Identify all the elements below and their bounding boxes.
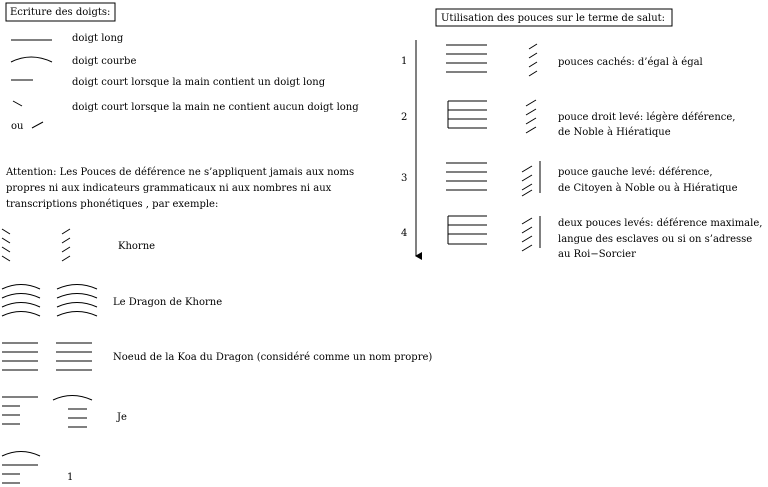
row2-slant-glyph	[526, 100, 536, 133]
legend-or-label: ou	[11, 121, 24, 132]
row4-description-line-1: deux pouces levés: déférence maximale,	[558, 218, 763, 229]
attention-line-2: propres ni aux indicateurs grammaticaux ni aux nombres ni aux	[6, 183, 332, 194]
row4-straight-glyph	[448, 216, 487, 244]
row4-slant-glyph	[522, 216, 540, 251]
slant-finger-glyph-down	[13, 101, 22, 106]
row3-straight-glyph	[446, 163, 487, 190]
row4-description-line-3: au Roi−Sorcier	[558, 249, 636, 260]
row-number-1: 1	[401, 56, 408, 67]
row1-straight-glyph	[446, 45, 487, 72]
row2-straight-glyph	[448, 101, 487, 128]
row-number-4: 4	[401, 228, 408, 239]
row2-description-line-2: de Noble à Hiératique	[558, 127, 671, 138]
khorne-glyph	[2, 229, 70, 261]
row-number-2: 2	[401, 112, 408, 123]
row4-description-line-2: langue des esclaves ou si on s’adresse	[558, 234, 753, 245]
example-label-dragon: Le Dragon de Khorne	[113, 297, 223, 308]
je-glyph	[2, 396, 92, 428]
example-label-one: 1	[67, 472, 74, 483]
slant-finger-glyph-up	[32, 122, 43, 128]
row-number-3: 3	[401, 173, 408, 184]
finger-writing-title: Ecriture des doigts:	[10, 7, 111, 18]
attention-line-3: transcriptions phonétiques , par exemple:	[6, 199, 219, 210]
row2-description-line-1: pouce droit levé: légère déférence,	[558, 112, 736, 123]
row3-description-line-2: de Citoyen à Noble ou à Hiératique	[558, 183, 738, 194]
thumb-usage-section	[401, 9, 762, 260]
attention-line-1: Attention: Les Pouces de déférence ne s’appliquent jamais aux noms	[6, 167, 355, 178]
example-label-koa-node: Noeud de la Koa du Dragon (considéré comme un nom propre)	[113, 352, 433, 363]
number-one-glyph	[2, 452, 40, 484]
finger-writing-section	[2, 3, 432, 483]
dragon-glyph	[2, 285, 97, 317]
row1-description-line-1: pouces cachés: d’égal à égal	[558, 57, 703, 68]
legend-label-curved: doigt courbe	[72, 56, 137, 67]
curved-finger-glyph	[11, 57, 52, 62]
example-label-je: Je	[117, 412, 127, 423]
legend-label-slant: doigt court lorsque la main ne contient aucun doigt long	[72, 102, 359, 113]
example-label-khorne: Khorne	[118, 241, 156, 252]
row1-slant-glyph	[529, 44, 537, 76]
legend-label-short: doigt court lorsque la main contient un doigt long	[72, 77, 326, 88]
row3-slant-glyph	[522, 161, 540, 196]
thumb-usage-title: Utilisation des pouces sur le terme de salut:	[441, 13, 666, 24]
legend-label-long: doigt long	[72, 33, 124, 44]
koa-node-glyph	[2, 343, 92, 370]
row3-description-line-1: pouce gauche levé: déférence,	[558, 167, 713, 178]
